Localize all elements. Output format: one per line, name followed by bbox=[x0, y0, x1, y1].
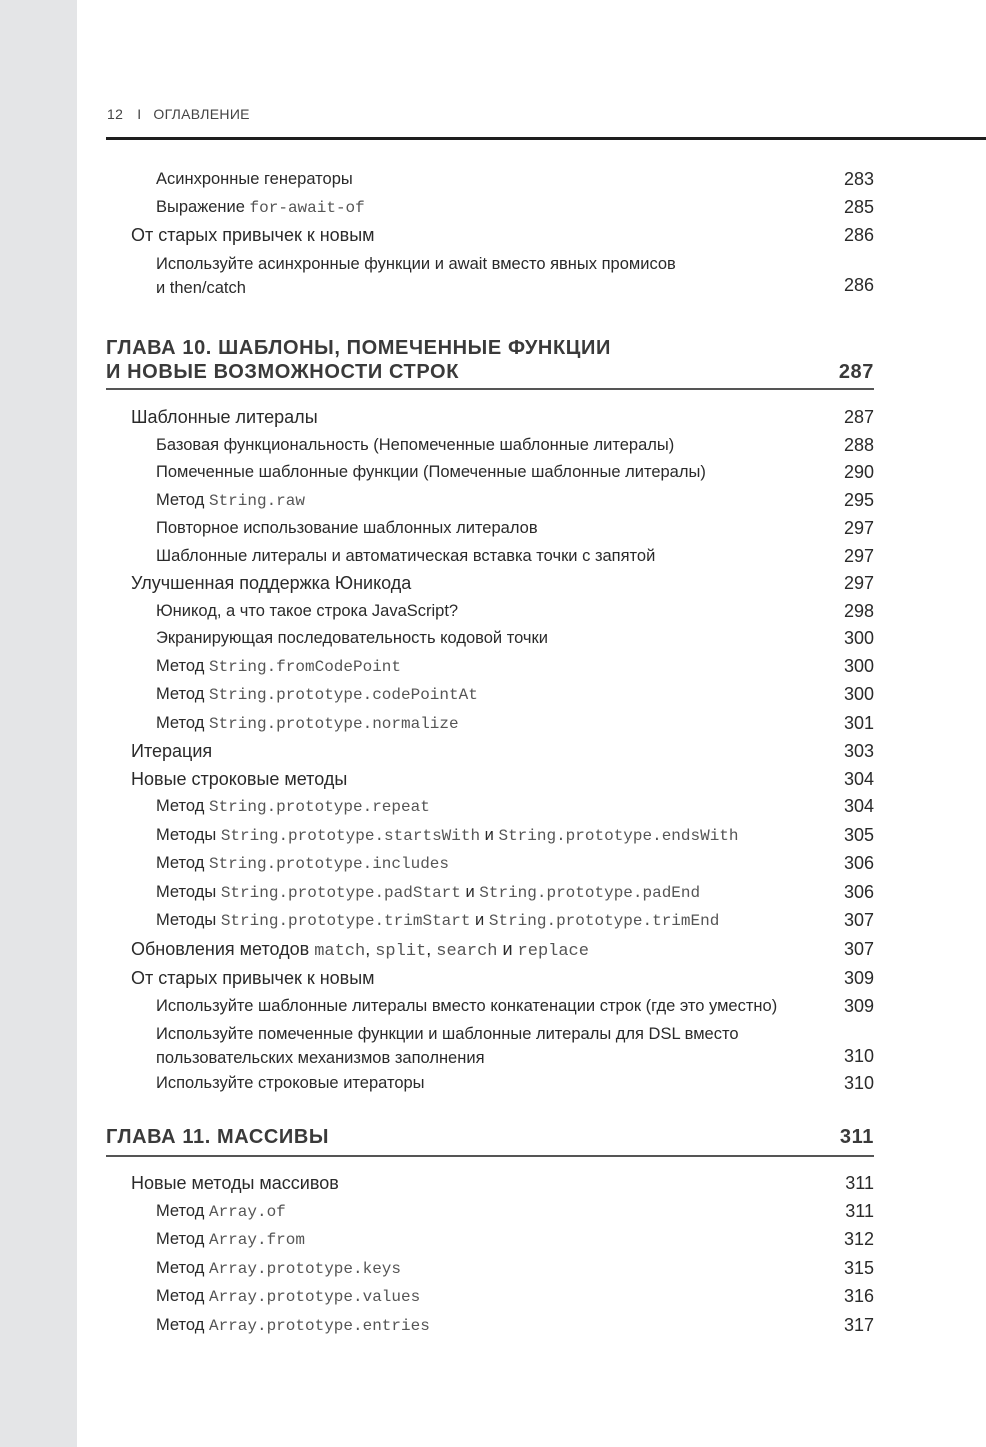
chapter-11-heading[interactable]: ГЛАВА 11. МАССИВЫ 311 bbox=[106, 1126, 874, 1148]
code-text: String.prototype.includes bbox=[208, 855, 450, 873]
code-text: String.prototype.trimStart bbox=[220, 912, 471, 930]
toc-entry[interactable]: Повторное использование шаблонных литералов 297 bbox=[156, 518, 874, 538]
chapter-rule bbox=[106, 388, 874, 390]
toc-entry[interactable]: Используйте шаблонные литералы вместо конкатенации строк (где это уместно) 309 bbox=[156, 995, 874, 1016]
toc-entry[interactable]: Метод Array.prototype.values 316 bbox=[156, 1286, 874, 1306]
code-text: Array.of bbox=[208, 1202, 286, 1221]
page-gutter bbox=[0, 0, 77, 1447]
code-text: Array.prototype.keys bbox=[208, 1259, 401, 1278]
toc-entry[interactable]: Помеченные шаблонные функции (Помеченные шаблонные литералы) 290 bbox=[156, 462, 874, 482]
code-text: match bbox=[314, 941, 366, 961]
toc-entry[interactable]: Метод String.prototype.includes 306 bbox=[156, 853, 874, 873]
toc-entry[interactable]: От старых привычек к новым 286 bbox=[131, 225, 874, 245]
toc-entry[interactable]: Метод String.prototype.repeat 304 bbox=[156, 796, 874, 816]
toc-entry[interactable]: Шаблонные литералы 287 bbox=[131, 407, 874, 427]
header-separator: I bbox=[137, 106, 142, 122]
toc-entry[interactable]: Метод String.fromCodePoint 300 bbox=[156, 655, 874, 676]
toc-entry[interactable]: Новые строковые методы 304 bbox=[131, 768, 874, 789]
toc-entry[interactable]: Методы String.prototype.padStart и String.prototype.padEnd 306 bbox=[156, 881, 874, 902]
header-rule bbox=[106, 137, 986, 140]
code-text: String.prototype.padStart bbox=[220, 883, 461, 902]
chapter-10-entries bbox=[106, 404, 874, 1098]
code-text: String.fromCodePoint bbox=[208, 657, 401, 676]
toc-entry[interactable]: Метод Array.of 311 bbox=[156, 1200, 874, 1221]
code-text: for-await-of bbox=[249, 198, 365, 217]
chapter-11-entries bbox=[106, 1170, 874, 1340]
code-text: Array.prototype.entries bbox=[208, 1316, 430, 1335]
toc-entry[interactable]: Метод Array.prototype.keys 315 bbox=[156, 1257, 874, 1278]
code-text: String.prototype.endsWith bbox=[498, 826, 739, 845]
toc-entry[interactable]: Метод Array.from 312 bbox=[156, 1229, 874, 1249]
code-text: String.prototype.padEnd bbox=[479, 883, 701, 902]
code-text: String.prototype.startsWith bbox=[220, 826, 481, 845]
code-text: replace bbox=[517, 941, 589, 961]
toc-entry[interactable]: Асинхронные генераторы 283 bbox=[156, 169, 874, 189]
toc-entry[interactable]: Метод String.prototype.normalize 301 bbox=[156, 712, 874, 733]
toc-entry[interactable]: Итерация 303 bbox=[131, 741, 874, 761]
toc-entry[interactable]: Методы String.prototype.startsWith и String.prototype.endsWith 305 bbox=[156, 824, 874, 845]
toc-entry[interactable]: Метод String.prototype.codePointAt 300 bbox=[156, 684, 874, 704]
code-text: String.prototype.repeat bbox=[208, 798, 430, 816]
chapter-rule bbox=[106, 1155, 874, 1157]
code-text: split bbox=[375, 941, 427, 961]
toc-entry[interactable]: Метод Array.prototype.entries 317 bbox=[156, 1314, 874, 1335]
toc-entry[interactable]: Используйте помеченные функции и шаблонные литералы для DSL вместо пользовательских механизмов заполнения 310 bbox=[156, 1025, 874, 1067]
code-text: String.prototype.normalize bbox=[208, 714, 459, 733]
page-number: 12 bbox=[107, 106, 124, 122]
code-text: Array.from bbox=[208, 1231, 305, 1249]
chapter-10-heading[interactable]: ГЛАВА 10. ШАБЛОНЫ, ПОМЕЧЕННЫЕ ФУНКЦИИ И НОВЫЕ ВОЗМОЖНОСТИ СТРОК 287 bbox=[106, 337, 874, 383]
toc-entry[interactable]: Базовая функциональность (Непомеченные шаблонные литералы) 288 bbox=[156, 434, 874, 455]
toc-continuation bbox=[106, 166, 874, 300]
toc-entry[interactable]: Обновления методов match, split, search и replace 307 bbox=[131, 938, 874, 961]
toc-entry[interactable]: Выражение for-await-of 285 bbox=[156, 196, 874, 217]
toc-entry[interactable]: Юникод, а что такое строка JavaScript? 298 bbox=[156, 600, 874, 621]
toc-entry[interactable]: От старых привычек к новым 309 bbox=[131, 968, 874, 988]
toc-entry[interactable]: Экранирующая последовательность кодовой точки 300 bbox=[156, 628, 874, 648]
code-text: Array.prototype.values bbox=[208, 1288, 421, 1306]
code-text: String.raw bbox=[208, 491, 305, 510]
code-text: search bbox=[436, 941, 498, 961]
toc-entry[interactable]: Используйте строковые итераторы 310 bbox=[156, 1073, 874, 1093]
toc-entry[interactable]: Методы String.prototype.trimStart и String.prototype.trimEnd 307 bbox=[156, 910, 874, 930]
code-text: String.prototype.trimEnd bbox=[488, 912, 720, 930]
code-text: String.prototype.codePointAt bbox=[208, 686, 478, 704]
section-title: ОГЛАВЛЕНИЕ bbox=[153, 106, 250, 122]
toc-entry[interactable]: Используйте асинхронные функции и await вместо явных промисов и then/catch 286 bbox=[156, 254, 874, 297]
toc-entry[interactable]: Новые методы массивов 311 bbox=[131, 1173, 874, 1193]
running-head bbox=[107, 106, 250, 122]
toc-entry[interactable]: Шаблонные литералы и автоматическая вставка точки с запятой 297 bbox=[156, 545, 874, 566]
toc-entry[interactable]: Метод String.raw 295 bbox=[156, 489, 874, 510]
toc-entry[interactable]: Улучшенная поддержка Юникода 297 bbox=[131, 573, 874, 593]
